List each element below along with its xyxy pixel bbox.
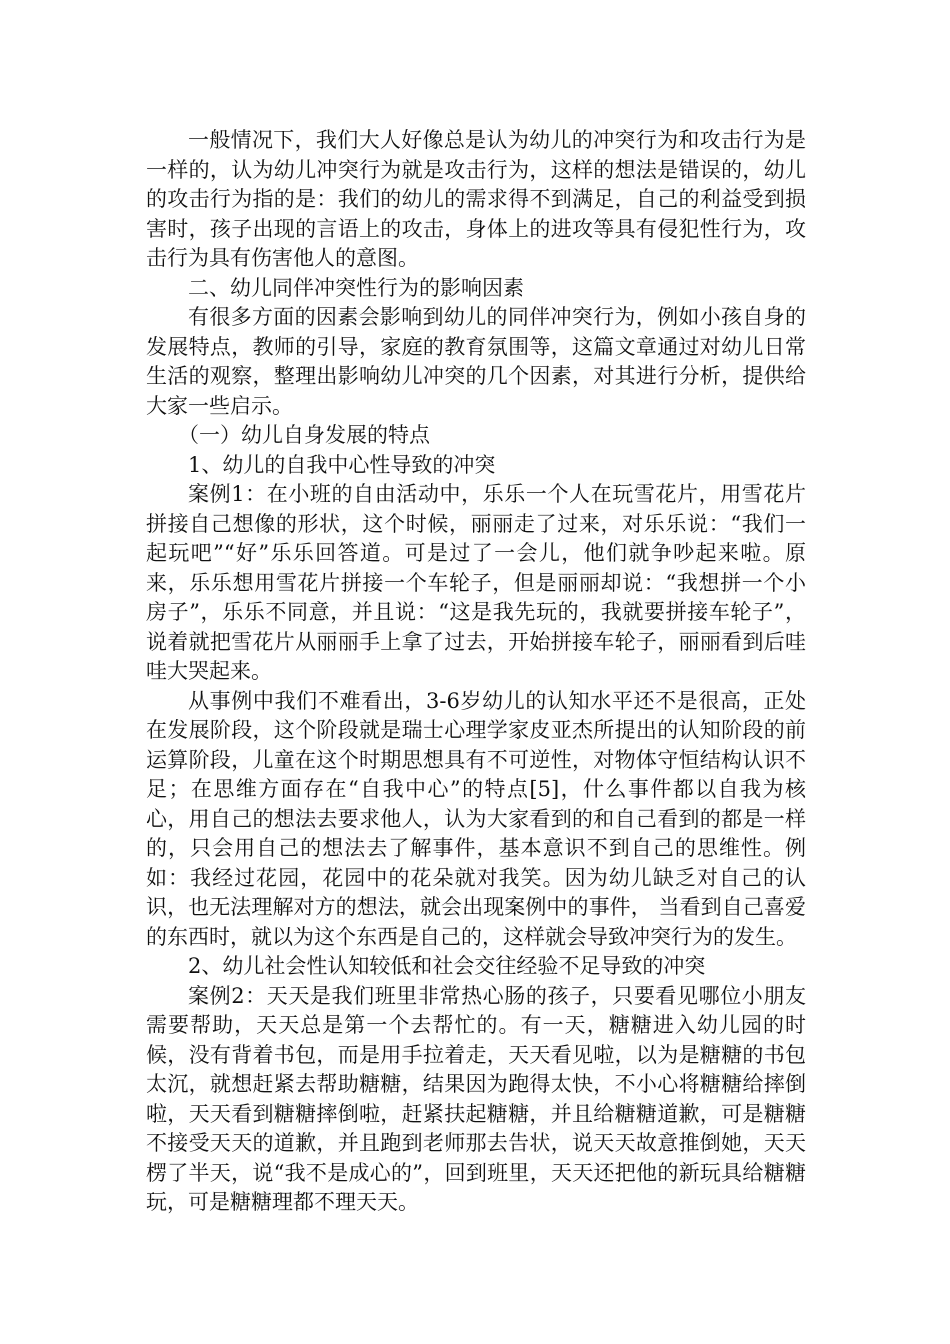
subheading-egocentrism: 1、幼儿的自我中心性导致的冲突 bbox=[188, 452, 496, 477]
document-body bbox=[146, 126, 806, 1218]
paragraph-factors-intro: 有很多方面的因素会影响到幼儿的同伴冲突行为，例如小孩自身的发展特点，教师的引导，家庭的教育氛围等，这篇文章通过对幼儿日常生活的观察，整理出影响幼儿冲突的几个因素，对其进行分析，提供给大家一些启示。 bbox=[146, 305, 806, 418]
paragraph-case-2: 案例2：天天是我们班里非常热心肠的孩子，只要看见哪位小朋友需要帮助，天天总是第一个去帮忙的。有一天，糖糖进入幼儿园的时候，没有背着书包，而是用手拉着走，天天看见啦，以为是糖糖的书包太沉，就想赶紧去帮助糖糖，结果因为跑得太快，不小心将糖糖给摔倒啦，天天看到糖糖摔倒啦，赶紧扶起糖糖，并且给糖糖道歉，可是糖糖不接受天天的道歉，并且跑到老师那去告状，说天天故意推倒她，天天楞了半天，说“我不是成心的”，回到班里，天天还把他的新玩具给糖糖玩，可是糖糖理都不理天天。 bbox=[146, 983, 806, 1214]
paragraph-conflict-vs-aggression: 一般情况下，我们大人好像总是认为幼儿的冲突行为和攻击行为是一样的，认为幼儿冲突行为就是攻击行为，这样的想法是错误的，幼儿的攻击行为指的是：我们的幼儿的需求得不到满足，自己的利益受到损害时，孩子出现的言语上的攻击，身体上的进攻等具有侵犯性行为，攻击行为具有伤害他人的意图。 bbox=[146, 128, 806, 270]
subsection-heading-self-development: （一）幼儿自身发展的特点 bbox=[178, 423, 430, 447]
paragraph-case-1: 案例1：在小班的自由活动中，乐乐一个人在玩雪花片，用雪花片拼接自己想像的形状，这个时候，丽丽走了过来，对乐乐说：“我们一起玩吧”“好”乐乐回答道。可是过了一会儿，他们就争吵起来啦。原来，乐乐想用雪花片拼接一个车轮子，但是丽丽却说：“我想拼一个小房子”，乐乐不同意，并且说：“这是我先玩的，我就要拼接车轮子”，说着就把雪花片从丽丽手上拿了过去，开始拼接车轮子，丽丽看到后哇哇大哭起来。 bbox=[146, 482, 806, 683]
section-heading-influencing-factors: 二、幼儿同伴冲突性行为的影响因素 bbox=[188, 275, 524, 300]
subheading-social-cognition: 2、幼儿社会性认知较低和社会交往经验不足导致的冲突 bbox=[188, 954, 706, 978]
paragraph-case-1-analysis: 从事例中我们不难看出，3-6岁幼儿的认知水平还不是很高，正处在发展阶段，这个阶段就是瑞士心理学家皮亚杰所提出的认知阶段的前运算阶段，儿童在这个时期思想具有不可逆性，对物体守恒结构认识不足；在思维方面存在“自我中心”的特点[5]，什么事件都以自我为核心，用自己的想法去要求他人，认为大家看到的和自己看到的都是一样的，只会用自己的想法去了解事件，基本意识不到自己的思维性。例如：我经过花园，花园中的花朵就对我笑。因为幼儿缺乏对自己的认识，也无法理解对方的想法，就会出现案例中的事件， 当看到自己喜爱的东西时，就以为这个东西是自己的，这样就会导致冲突行为的发生。 bbox=[146, 688, 806, 949]
